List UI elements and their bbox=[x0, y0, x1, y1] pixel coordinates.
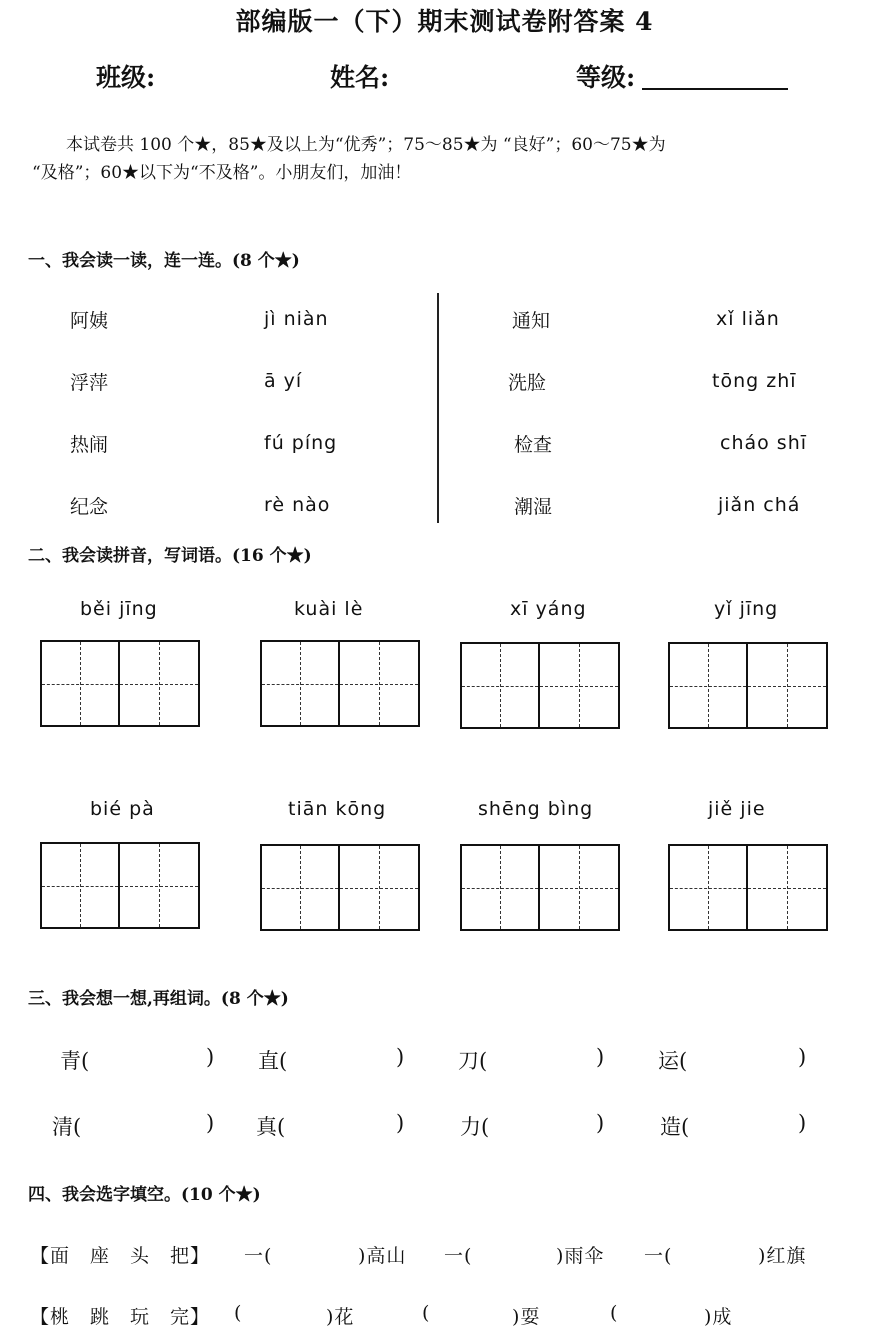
s3-close-paren: ) bbox=[206, 1045, 215, 1069]
s1-left-word: 阿姨 bbox=[70, 310, 109, 332]
s2-pinyin: bié pà bbox=[90, 798, 155, 820]
s2-pinyin: jiě jie bbox=[708, 798, 766, 820]
s2-pinyin: yǐ jīng bbox=[714, 598, 779, 620]
intro-line-1: 本试卷共 100 个★，85★及以上为“优秀”；75～85★为 “良好”；60～75★为 bbox=[66, 135, 666, 155]
s3-char: 造( bbox=[660, 1115, 690, 1139]
s1-left-word: 纪念 bbox=[70, 496, 109, 518]
writing-grid[interactable] bbox=[40, 842, 200, 929]
class-label: 班级: bbox=[96, 63, 156, 92]
s1-left-word: 热闹 bbox=[70, 434, 109, 456]
writing-grid[interactable] bbox=[668, 844, 828, 931]
s4-item: )成 bbox=[704, 1306, 733, 1328]
s4-item: ( bbox=[422, 1302, 431, 1324]
writing-grid[interactable] bbox=[260, 640, 420, 727]
s4-item: ( bbox=[610, 1302, 619, 1324]
s2-pinyin: shēng bìng bbox=[478, 798, 594, 820]
writing-grid[interactable] bbox=[460, 642, 620, 729]
s2-pinyin: běi jīng bbox=[80, 598, 158, 620]
s3-char: 直( bbox=[258, 1049, 288, 1073]
s1-left-pinyin: fú píng bbox=[264, 432, 338, 454]
column-divider bbox=[437, 293, 439, 523]
section2-title: 二、我会读拼音，写词语。(16 个★) bbox=[28, 546, 312, 566]
writing-grid[interactable] bbox=[40, 640, 200, 727]
s3-close-paren: ) bbox=[798, 1111, 807, 1135]
s3-char: 刀( bbox=[458, 1049, 488, 1073]
intro-line-2: “及格”；60★以下为“不及格”。小朋友们，加油！ bbox=[32, 163, 412, 183]
grade-blank-line[interactable] bbox=[642, 88, 788, 90]
section4-title: 四、我会选字填空。(10 个★) bbox=[28, 1185, 261, 1205]
name-label: 姓名: bbox=[330, 63, 390, 92]
s3-char: 力( bbox=[460, 1115, 490, 1139]
s3-close-paren: ) bbox=[798, 1045, 807, 1069]
grade-label: 等级: bbox=[576, 63, 636, 92]
section1-title: 一、我会读一读，连一连。(8 个★) bbox=[28, 251, 300, 271]
s3-close-paren: ) bbox=[596, 1045, 605, 1069]
writing-grid[interactable] bbox=[460, 844, 620, 931]
s1-right-pinyin: tōng zhī bbox=[712, 370, 797, 392]
s1-left-pinyin: ā yí bbox=[264, 370, 303, 392]
page-title: 部编版一（下）期末测试卷附答案 4 bbox=[235, 7, 654, 36]
s1-left-pinyin: rè nào bbox=[264, 494, 331, 516]
s1-right-pinyin: jiǎn chá bbox=[718, 494, 801, 516]
s4-item: )耍 bbox=[512, 1306, 541, 1328]
s1-left-word: 浮萍 bbox=[70, 372, 109, 394]
section3-title: 三、我会想一想,再组词。(8 个★) bbox=[28, 989, 289, 1009]
s4-item: )红旗 bbox=[758, 1245, 807, 1267]
s1-left-pinyin: jì niàn bbox=[264, 308, 329, 330]
s3-char: 青( bbox=[60, 1049, 90, 1073]
s3-char: 清( bbox=[52, 1115, 82, 1139]
s1-right-word: 通知 bbox=[512, 310, 551, 332]
s1-right-word: 洗脸 bbox=[508, 372, 547, 394]
s2-pinyin: xī yáng bbox=[510, 598, 587, 620]
s3-close-paren: ) bbox=[396, 1111, 405, 1135]
s4-char-bank: 【桃 跳 玩 完】 bbox=[30, 1306, 211, 1328]
s3-char: 运( bbox=[658, 1049, 688, 1073]
s1-right-pinyin: xǐ liǎn bbox=[716, 308, 780, 330]
writing-grid[interactable] bbox=[668, 642, 828, 729]
s4-item: 一( bbox=[244, 1245, 273, 1267]
s4-item: )高山 bbox=[358, 1245, 407, 1267]
s1-right-word: 检查 bbox=[514, 434, 553, 456]
s1-right-pinyin: cháo shī bbox=[720, 432, 808, 454]
s4-item: 一( bbox=[644, 1245, 673, 1267]
s2-pinyin: kuài lè bbox=[294, 598, 364, 620]
s4-item: )花 bbox=[326, 1306, 355, 1328]
s3-char: 真( bbox=[256, 1115, 286, 1139]
writing-grid[interactable] bbox=[260, 844, 420, 931]
s4-item: ( bbox=[234, 1302, 243, 1324]
s4-char-bank: 【面 座 头 把】 bbox=[30, 1245, 211, 1267]
s2-pinyin: tiān kōng bbox=[288, 798, 387, 820]
s1-right-word: 潮湿 bbox=[514, 496, 553, 518]
s4-item: 一( bbox=[444, 1245, 473, 1267]
s4-item: )雨伞 bbox=[556, 1245, 605, 1267]
s3-close-paren: ) bbox=[396, 1045, 405, 1069]
s3-close-paren: ) bbox=[206, 1111, 215, 1135]
s3-close-paren: ) bbox=[596, 1111, 605, 1135]
